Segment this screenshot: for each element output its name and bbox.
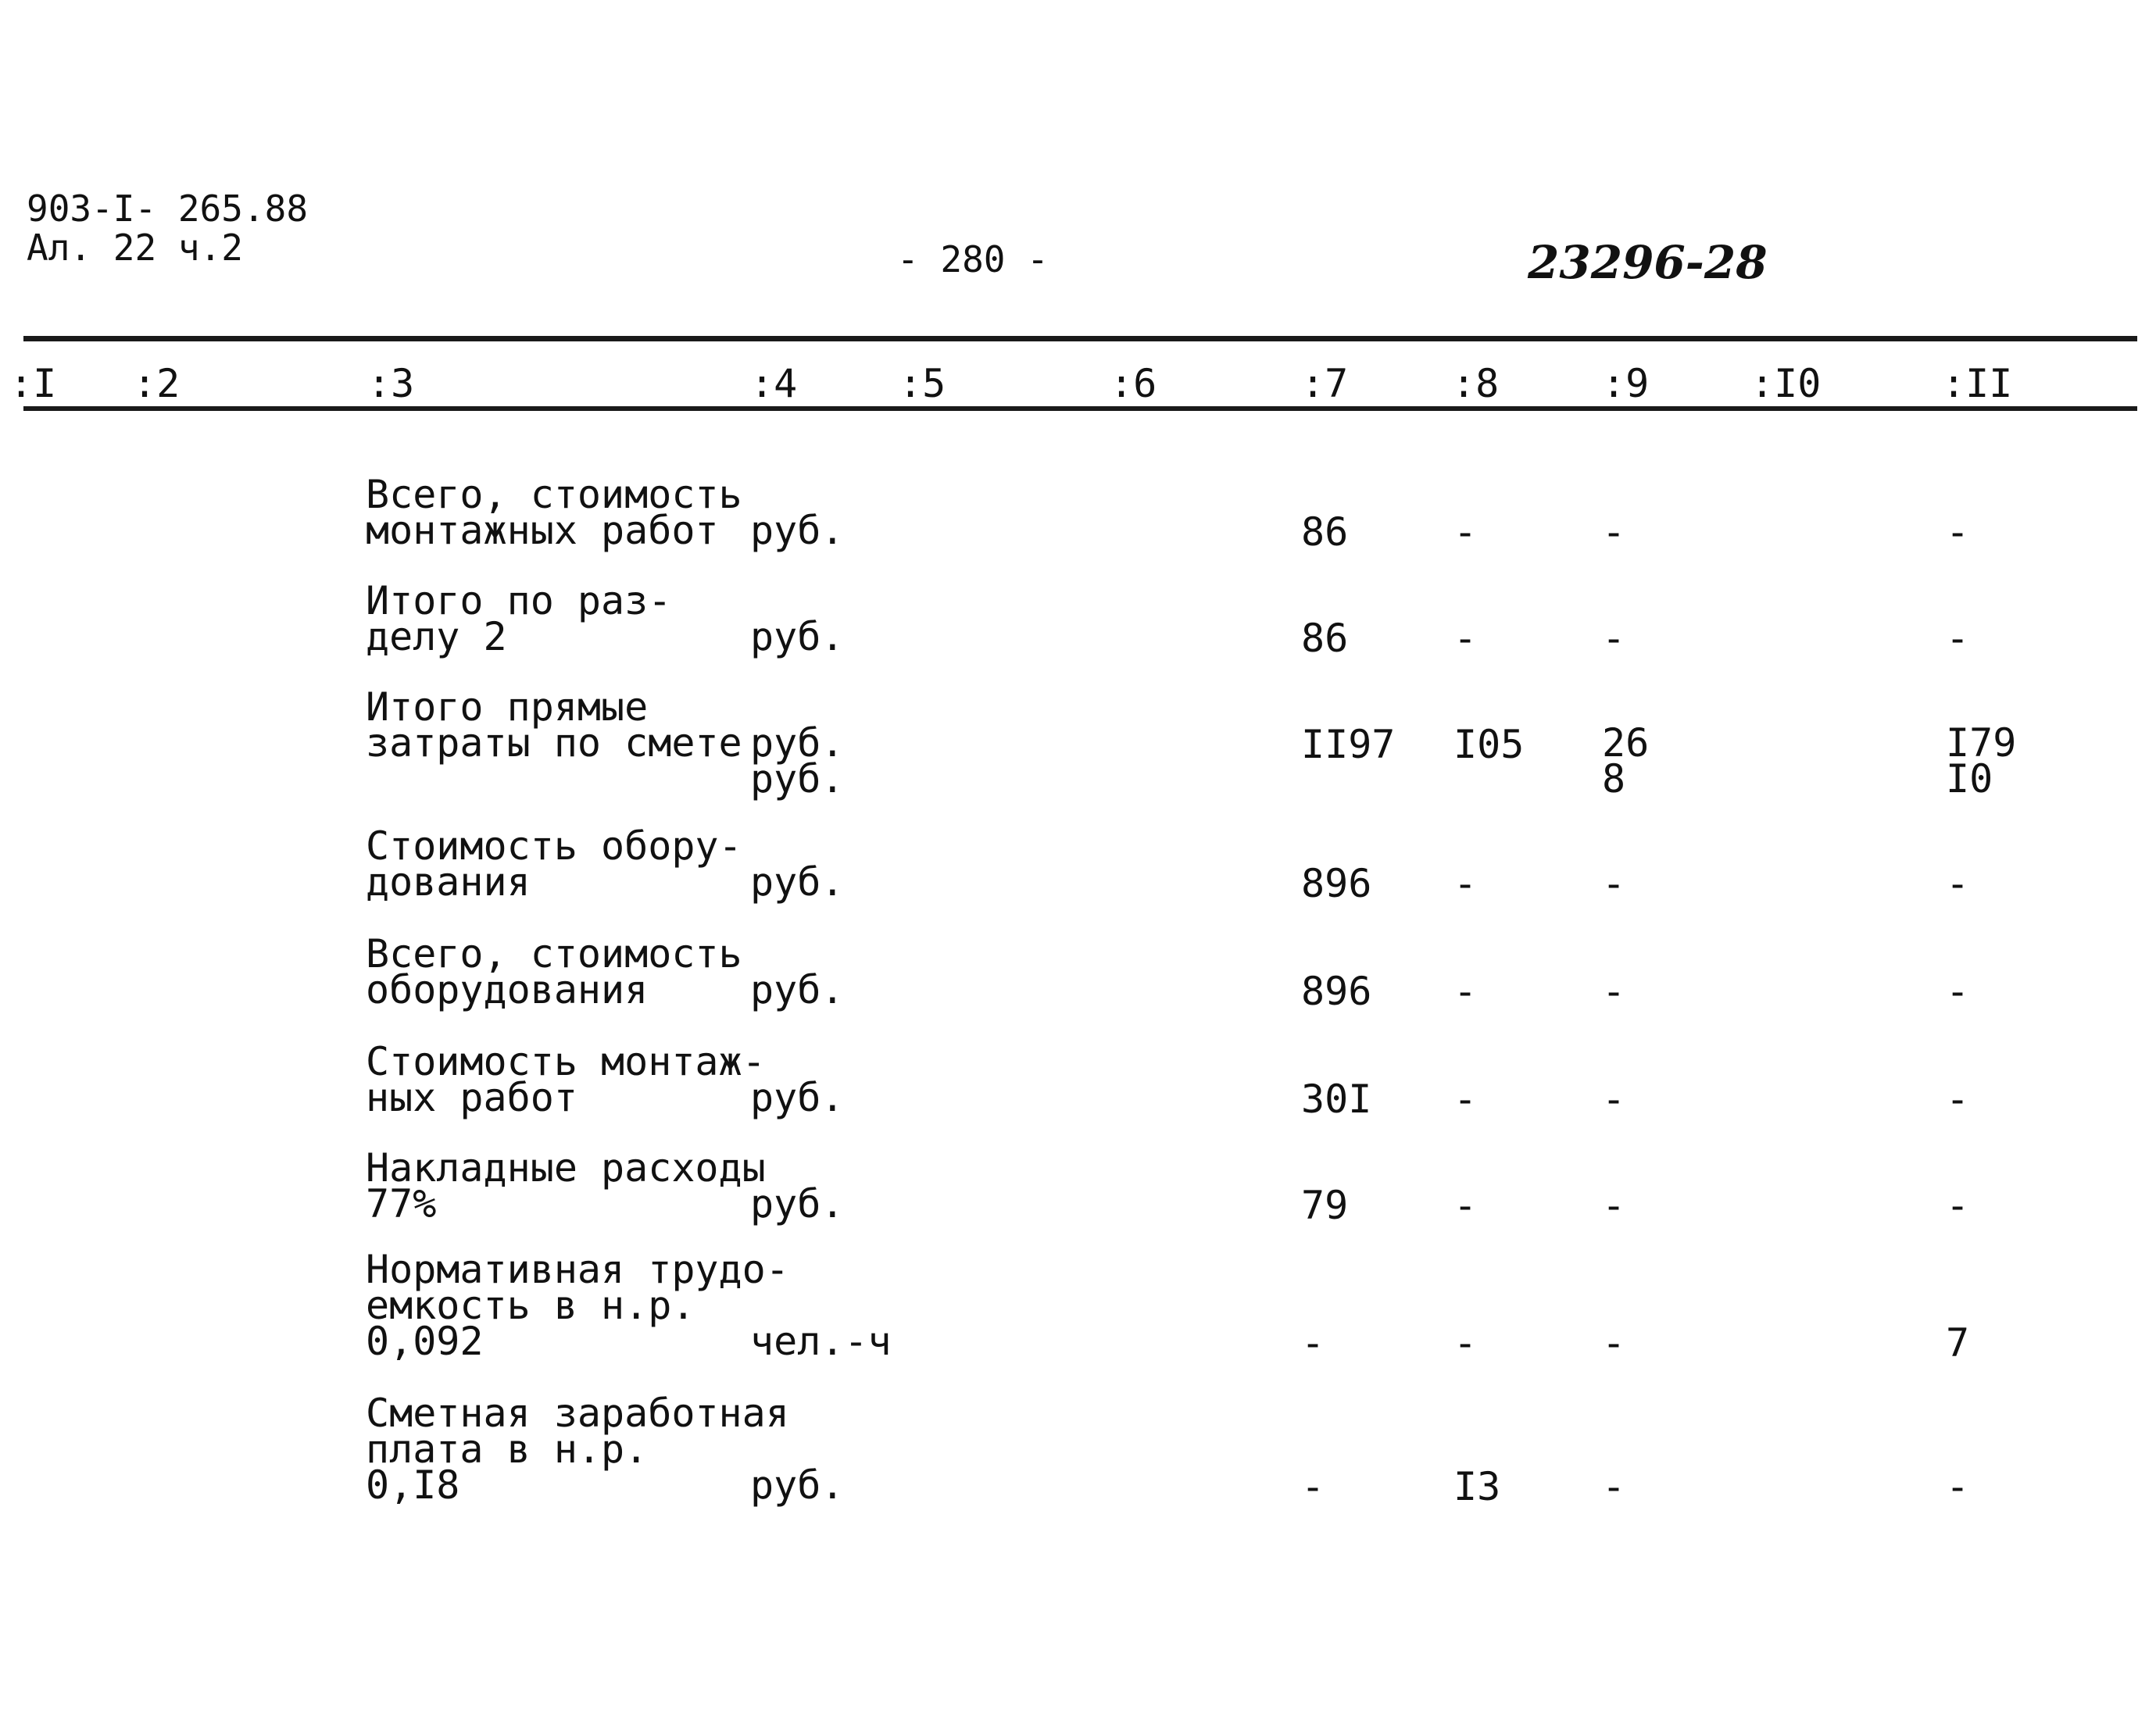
row-5-col9: - <box>1602 1077 1626 1122</box>
row-1-col8: - <box>1453 616 1478 661</box>
row-2-col9-line-1: 8 <box>1602 756 1626 802</box>
row-2-col11-line-1: I0 <box>1946 756 1993 802</box>
row-4-name-line-0: Всего, стоимость <box>366 931 742 977</box>
row-0-name-line-1: монтажных работ <box>366 508 719 553</box>
row-8-name-line-2: 0,I8 <box>366 1462 460 1508</box>
row-7-col11: 7 <box>1946 1320 1970 1366</box>
row-7-unit: чел.-ч <box>750 1319 892 1364</box>
row-0-col11: - <box>1946 509 1970 555</box>
row-3-unit: руб. <box>750 859 845 905</box>
row-2-col8: I05 <box>1453 722 1525 767</box>
row-3-col8: - <box>1453 861 1478 906</box>
row-8-name-line-1: плата в н.р. <box>366 1427 649 1472</box>
column-header-3: :3 <box>367 361 415 406</box>
row-0-name-line-0: Всего, стоимость <box>366 472 742 517</box>
row-5-col11: - <box>1946 1077 1970 1122</box>
row-3-col7: 896 <box>1301 861 1372 906</box>
row-2-unit-line-1: руб. <box>750 756 845 802</box>
row-1-unit: руб. <box>750 614 845 659</box>
row-8-col8: I3 <box>1453 1464 1501 1509</box>
top-rule <box>23 336 2137 341</box>
row-1-col9: - <box>1602 616 1626 661</box>
row-3-col9: - <box>1602 861 1626 906</box>
row-4-col8: - <box>1453 969 1478 1014</box>
row-5-col7: 30I <box>1301 1077 1372 1122</box>
row-6-col7: 79 <box>1301 1183 1349 1228</box>
column-header-9: :9 <box>1602 361 1650 406</box>
row-7-col7: - <box>1301 1320 1325 1366</box>
row-7-name-line-1: емкость в н.р. <box>366 1283 695 1328</box>
row-5-name-line-1: ных работ <box>366 1075 577 1120</box>
row-6-name-line-1: 77% <box>366 1181 437 1227</box>
row-6-col9: - <box>1602 1183 1626 1228</box>
header-bottom-rule <box>23 406 2137 411</box>
row-4-unit: руб. <box>750 967 845 1012</box>
row-2-unit-line-0: руб. <box>750 720 845 766</box>
row-8-unit: руб. <box>750 1462 845 1508</box>
column-header-6: :6 <box>1110 361 1157 406</box>
row-0-col9: - <box>1602 509 1626 555</box>
row-1-col11: - <box>1946 616 1970 661</box>
row-1-name-line-0: Итого по раз- <box>366 578 672 623</box>
row-0-col7: 86 <box>1301 509 1349 555</box>
row-3-name-line-0: Стоимость обору- <box>366 823 742 869</box>
row-0-col8: - <box>1453 509 1478 555</box>
row-4-col7: 896 <box>1301 969 1372 1014</box>
row-2-col7: II97 <box>1301 722 1396 767</box>
row-8-col11: - <box>1946 1464 1970 1509</box>
album-reference: Ал. 22 ч.2 <box>27 227 243 269</box>
column-header-4: :4 <box>750 361 798 406</box>
row-5-col8: - <box>1453 1077 1478 1122</box>
row-4-col9: - <box>1602 969 1626 1014</box>
column-header-7: :7 <box>1301 361 1349 406</box>
row-2-name-line-1: затраты по смете <box>366 720 742 766</box>
row-6-unit: руб. <box>750 1181 845 1227</box>
row-8-col9: - <box>1602 1464 1626 1509</box>
row-7-col8: - <box>1453 1320 1478 1366</box>
column-header-8: :8 <box>1452 361 1500 406</box>
row-2-col9-line-0: 26 <box>1602 720 1650 766</box>
row-5-name-line-0: Стоимость монтаж- <box>366 1039 766 1084</box>
row-1-name-line-1: делу 2 <box>366 614 507 659</box>
row-8-col7: - <box>1301 1464 1325 1509</box>
row-6-col11: - <box>1946 1183 1970 1228</box>
column-header-5: :5 <box>899 361 946 406</box>
inventory-number: 23296-28 <box>1528 236 1768 289</box>
row-6-col8: - <box>1453 1183 1478 1228</box>
row-0-unit: руб. <box>750 508 845 553</box>
row-2-col11-line-0: I79 <box>1946 720 2017 766</box>
row-6-name-line-0: Накладные расходы <box>366 1145 766 1191</box>
column-header-2: :2 <box>133 361 181 406</box>
row-2-name-line-0: Итого прямые <box>366 684 649 730</box>
row-7-name-line-2: 0,092 <box>366 1319 484 1364</box>
row-5-unit: руб. <box>750 1075 845 1120</box>
row-7-col9: - <box>1602 1320 1626 1366</box>
row-1-col7: 86 <box>1301 616 1349 661</box>
column-header-1: :I <box>9 361 57 406</box>
row-4-col11: - <box>1946 969 1970 1014</box>
row-8-name-line-0: Сметная заработная <box>366 1391 789 1436</box>
row-3-col11: - <box>1946 861 1970 906</box>
page-number: - 280 - <box>897 238 1049 280</box>
row-3-name-line-1: дования <box>366 859 531 905</box>
document-code: 903-I- 265.88 <box>27 187 309 230</box>
row-4-name-line-1: оборудования <box>366 967 649 1012</box>
row-7-name-line-0: Нормативная трудо- <box>366 1247 789 1292</box>
column-header-11: :II <box>1942 361 2013 406</box>
column-header-10: :I0 <box>1750 361 1822 406</box>
